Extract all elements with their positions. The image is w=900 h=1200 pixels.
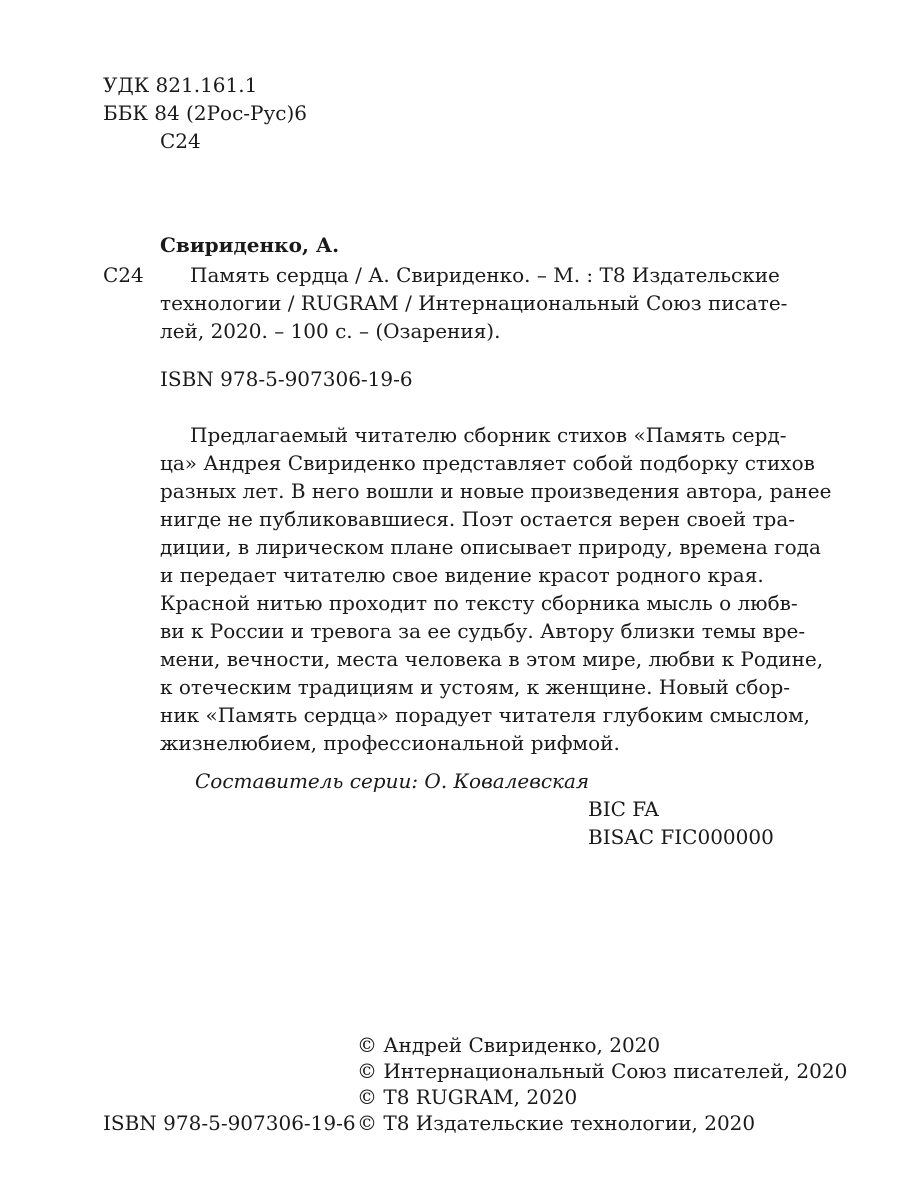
author-mark: С24 bbox=[160, 129, 201, 153]
annotation-line: диции, в лирическом плане описывает природу, времена года bbox=[160, 535, 821, 559]
annotation-line: мени, вечности, места человека в этом мире, любви к Родине, bbox=[160, 647, 824, 671]
isbn-record: ISBN 978-5-907306-19-6 bbox=[160, 367, 413, 391]
copyright-line: © Интернациональный Союз писателей, 2020 bbox=[357, 1059, 848, 1083]
annotation-line: жизнелюбием, профессиональной рифмой. bbox=[160, 731, 620, 755]
annotation-line: Предлагаемый читателю сборник стихов «Память серд- bbox=[190, 423, 787, 447]
series-compiler: Составитель серии: О. Ковалевская bbox=[195, 769, 590, 793]
annotation-line: Красной нитью проходит по тексту сборника мысль о любв- bbox=[160, 591, 798, 615]
bbk-code: ББК 84 (2Рос-Рус)6 bbox=[103, 101, 307, 125]
bibliographic-author-mark: С24 bbox=[103, 263, 144, 287]
bisac-code: BISAC FIC000000 bbox=[588, 825, 774, 849]
annotation-line: ви к России и тревога за ее судьбу. Автору близки темы вре- bbox=[160, 619, 806, 643]
bibliographic-description-line: лей, 2020. – 100 с. – (Озарения). bbox=[160, 319, 501, 343]
annotation-line: и передает читателю свое видение красот родного края. bbox=[160, 563, 764, 587]
copyright-line: © Т8 Издательские технологии, 2020 bbox=[357, 1111, 756, 1135]
annotation-line: к отеческим традициям и устоям, к женщине. Новый сбор- bbox=[160, 675, 791, 699]
copyright-line: © Андрей Свириденко, 2020 bbox=[357, 1033, 661, 1057]
bic-code: BIC FA bbox=[588, 797, 659, 821]
annotation-line: нигде не публиковавшиеся. Поэт остается верен своей тра- bbox=[160, 507, 796, 531]
bibliographic-description-line: технологии / RUGRAM / Интернациональный Союз писате- bbox=[160, 291, 788, 315]
copyright-line: © Т8 RUGRAM, 2020 bbox=[357, 1085, 578, 1109]
isbn-footer: ISBN 978-5-907306-19-6 bbox=[103, 1111, 356, 1135]
annotation-line: разных лет. В него вошли и новые произведения автора, ранее bbox=[160, 479, 832, 503]
bibliographic-description-line: Память сердца / А. Свириденко. – М. : Т8 Издательские bbox=[190, 263, 780, 287]
annotation-line: ца» Андрея Свириденко представляет собой подборку стихов bbox=[160, 451, 815, 475]
author-heading: Свириденко, А. bbox=[160, 233, 340, 257]
udk-code: УДК 821.161.1 bbox=[103, 73, 258, 97]
annotation-line: ник «Память сердца» порадует читателя глубоким смыслом, bbox=[160, 703, 811, 727]
